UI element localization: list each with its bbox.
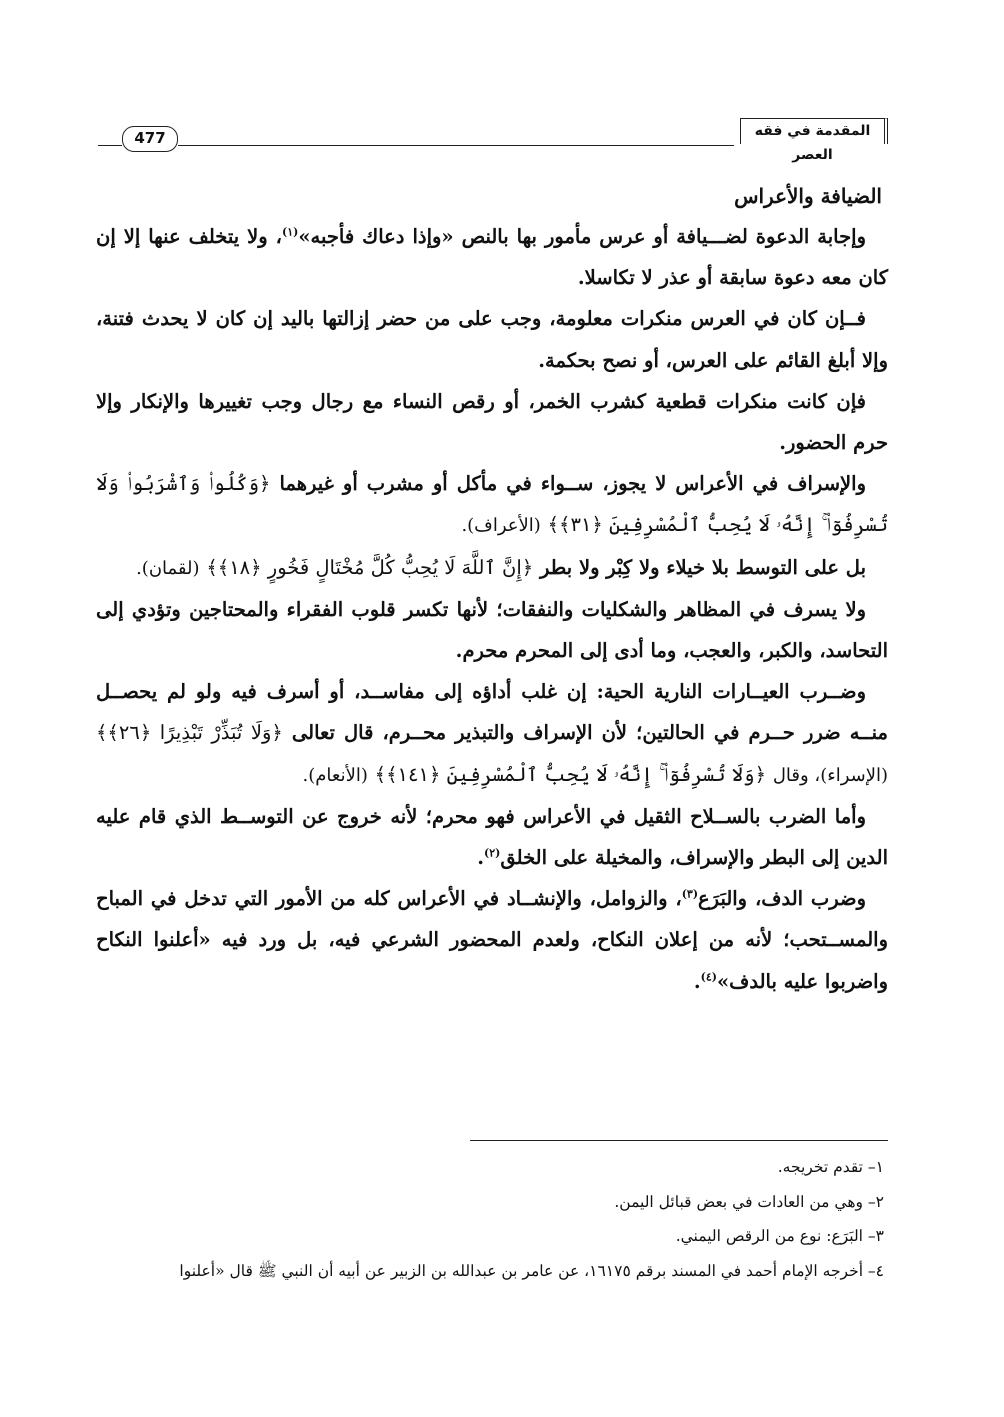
- page-number: 477: [122, 126, 178, 152]
- header-rule: [178, 145, 734, 146]
- footnote-ref[interactable]: (١): [281, 225, 299, 239]
- paragraph-text: ، والزوامل، والإنشــاد في الأعراس كله من الأمور التي تدخل في المباح والمســتحب؛ لأنه من إعلان النكاح، ولعدم المحضور الشرعي فيه، بل ورد فيه «أعلنوا النكاح واضربوا عليه بالدف»: [96, 887, 888, 993]
- paragraph-text: .: [477, 846, 484, 870]
- paragraph-invitation: [96, 216, 888, 298]
- running-title: المقدمة في فقه العصر: [740, 118, 888, 144]
- paragraph-text: ، ولا يتخلف عنها إلا إن كان معه دعوة سابقة أو عذر لا تكاسلا.: [96, 225, 888, 290]
- paragraph-text: وأما الضرب بالســلاح الثقيل في الأعراس فهو محرم؛ لأنه خروج عن التوســط الذي قام عليه الدين إلى البطر والإسراف، والمخيلة على الخلق: [96, 804, 888, 870]
- quran-verse: ﴿إِنَّ ٱللَّهَ لَا يُحِبُّ كُلَّ مُخْتَالٍ فَخُورٍ ﴿١٨﴾﴾: [206, 555, 534, 579]
- footnote-ref[interactable]: (٤): [700, 970, 717, 984]
- section-heading: الضيافة والأعراس: [734, 184, 882, 208]
- surah-name: (الأعراف).: [461, 515, 541, 537]
- footnote-1: ١– تقدم تخريجه.: [777, 1158, 884, 1176]
- paragraph-text: وإجابة الدعوة لضـــيافة أو عرس مأمور بها بالنص «وإذا دعاك فأجبه»: [298, 225, 867, 248]
- footnotes: [96, 1150, 888, 1288]
- header-rule-left: [98, 145, 122, 146]
- paragraph-text: والإسراف في الأعراس لا يجوز، ســواء في مأكل أو مشرب أو غيرهما: [279, 472, 866, 496]
- surah-name: (الأنعام).: [302, 764, 368, 786]
- paragraph-moderation: [96, 547, 888, 589]
- paragraph-drums: [96, 878, 888, 1002]
- footnote-3: ٣– البَرَع: نوع من الرقص اليمني.: [675, 1227, 884, 1245]
- paragraph-definite-evils: فإن كانت منكرات قطعية كشرب الخمر، أو رقص النساء مع رجال وجب تغييرها والإنكار وإلا حرم الحضور.: [96, 389, 888, 455]
- paragraph-text: .: [693, 969, 701, 993]
- paragraph-text: بل على التوسط بلا خيلاء ولا كِبْر ولا بطر: [539, 555, 866, 579]
- paragraph-text: وضــرب العيــارات النارية الحية: إن غلب أداؤه إلى مفاســد، أو أسرف فيه ولو لم يحصــل منــه ضرر حــرم في الحالتين؛ لأن الإسراف والتبذير محــرم، قال تعالى: [96, 680, 888, 745]
- quran-verse: ﴿وَلَا تُبَذِّرْ تَبْذِيرًا ﴿٢٦﴾﴾: [96, 721, 283, 745]
- footnote-2: ٢– وهي من العادات في بعض قبائل اليمن.: [614, 1192, 884, 1211]
- paragraph-extravagance: [96, 463, 888, 546]
- footnote-separator: [470, 1140, 888, 1141]
- main-text: [96, 176, 888, 1002]
- surah-name: (لقمان).: [136, 557, 200, 579]
- quran-verse: ﴿وَلَا تُسْرِفُوٓا۟ ۚ إِنَّهُۥ لَا يُحِبُّ ٱلْمُسْرِفِينَ ﴿١٤١﴾﴾: [374, 762, 767, 786]
- paragraph-appearances: ولا يسرف في المظاهر والشكليات والنفقات؛ لأنها تكسر قلوب الفقراء والمحتاجين وتؤدي إلى التحاسد، والكبر، والعجب، وما أدى إلى المحرم محرم.: [96, 597, 888, 663]
- paragraph-gunfire: [96, 671, 888, 796]
- footnote-ref[interactable]: (٢): [484, 846, 501, 860]
- paragraph-text: وضرب الدف، والبَرَع: [698, 887, 867, 911]
- paragraph-heavy-weapons: [96, 796, 888, 878]
- paragraph-known-evils: فــإن كان في العرس منكرات معلومة، وجب على من حضر إزالتها باليد إن كان لا يحدث فتنة، وإلا أبلغ القائم على العرس، أو نصح بحكمة.: [96, 307, 888, 372]
- footnote-ref[interactable]: (٣): [681, 887, 699, 901]
- footnote-4: ٤– أخرجه الإمام أحمد في المسند برقم ١٦١٧٥، عن عامر بن عبدالله بن الزبير عن أبيه أن النبي ﷺ قال «أعلنوا: [179, 1261, 884, 1280]
- surah-name: (الإسراء)، وقال: [772, 764, 888, 786]
- quran-verse: ﴿وَكُلُوا۟ وَٱشْرَبُوا۟ وَلَا تُسْرِفُوٓا۟ ۚ إِنَّهُۥ لَا يُحِبُّ ٱلْمُسْرِفِينَ ﴿٣١﴾﴾: [96, 472, 888, 537]
